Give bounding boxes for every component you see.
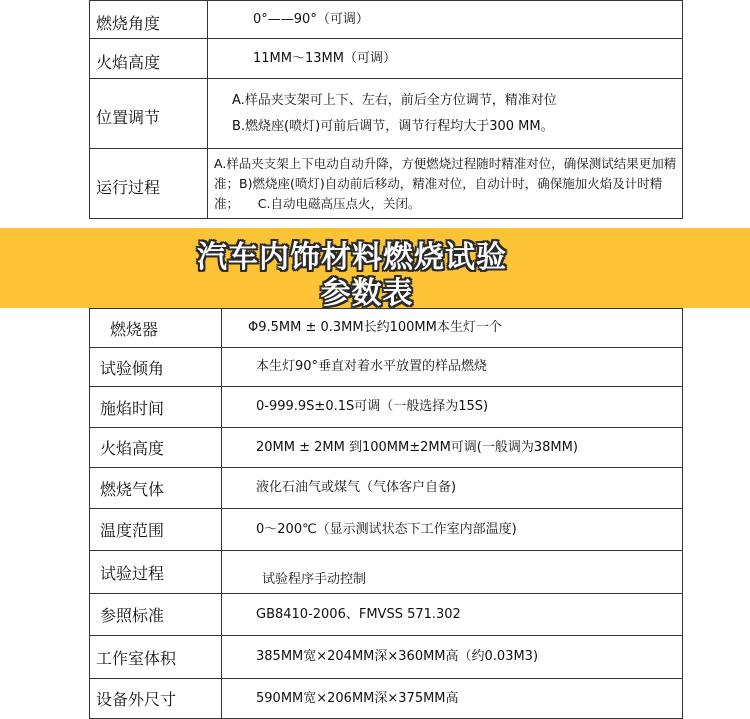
table-row [90,428,683,468]
title-banner [0,228,750,311]
table-row [90,509,683,551]
row-key: 施焰时间 [90,387,222,428]
row-value: 590MM宽×206MM深×375MM高 [222,679,683,719]
row-key: 试验倾角 [90,348,222,387]
row-key: 温度范围 [90,509,222,551]
row-value: 本生灯90°垂直对着水平放置的样品燃烧 [222,348,683,387]
row-key: 参照标准 [90,594,222,636]
row-value: 20MM ± 2MM 到100MM±2MM可调(一般调为38MM) [222,428,683,468]
params-table [89,308,683,719]
table-row [90,149,683,219]
table-row [90,679,683,719]
row-value [208,79,683,149]
row-key: 位置调节 [90,79,208,149]
row-value: Φ9.5MM ± 0.3MM长约100MM本生灯一个 [222,309,683,348]
row-value: GB8410-2006、FMVSS 571.302 [222,594,683,636]
spec-table-top [89,0,683,219]
row-key: 设备外尺寸 [90,679,222,719]
table-row [90,551,683,594]
row-key: 运行过程 [90,149,208,219]
row-value-line: A.样品夹支架可上下、左右，前后全方位调节，精准对位 [232,92,557,108]
row-value: 液化石油气或煤气（气体客户自备) [222,468,683,509]
row-key: 试验过程 [90,551,222,594]
row-value: 0～200℃（显示测试状态下工作室内部温度) [222,509,683,551]
row-key: 燃烧气体 [90,468,222,509]
row-value-line: B.燃烧座(喷灯)可前后调节，调节行程均大于300 MM。 [232,118,554,134]
row-value: 试验程序手动控制 [222,551,683,594]
row-value: 385MM宽×204MM深×360MM高（约0.03M3) [222,636,683,679]
row-key: 火焰高度 [90,39,208,79]
banner-subtitle: 参数表 [320,276,414,311]
table-row [90,348,683,387]
banner-title: 汽车内饰材料燃烧试验 [197,240,507,275]
table-row [90,636,683,679]
table-row [90,387,683,428]
row-key: 燃烧角度 [90,1,208,39]
row-value: 0°——90°（可调） [208,1,683,39]
table-row [90,1,683,39]
table-row [90,468,683,509]
row-value: 0-999.9S±0.1S可调（一般选择为15S) [222,387,683,428]
table-row [90,39,683,79]
table-row [90,309,683,348]
table-row [90,594,683,636]
row-key: 火焰高度 [90,428,222,468]
row-value: 11MM～13MM（可调） [208,39,683,79]
row-value: A.样品夹支架上下电动自动升降，方便燃烧过程随时精准对位，确保测试结果更加精准；B)燃烧座(喷灯)自动前后移动，精准对位，自动计时，确保施加火焰及计时精准； C.自动电磁高压点火，关闭。 [208,149,683,219]
row-key: 燃烧器 [90,309,222,348]
row-key: 工作室体积 [90,636,222,679]
table-row [90,79,683,149]
